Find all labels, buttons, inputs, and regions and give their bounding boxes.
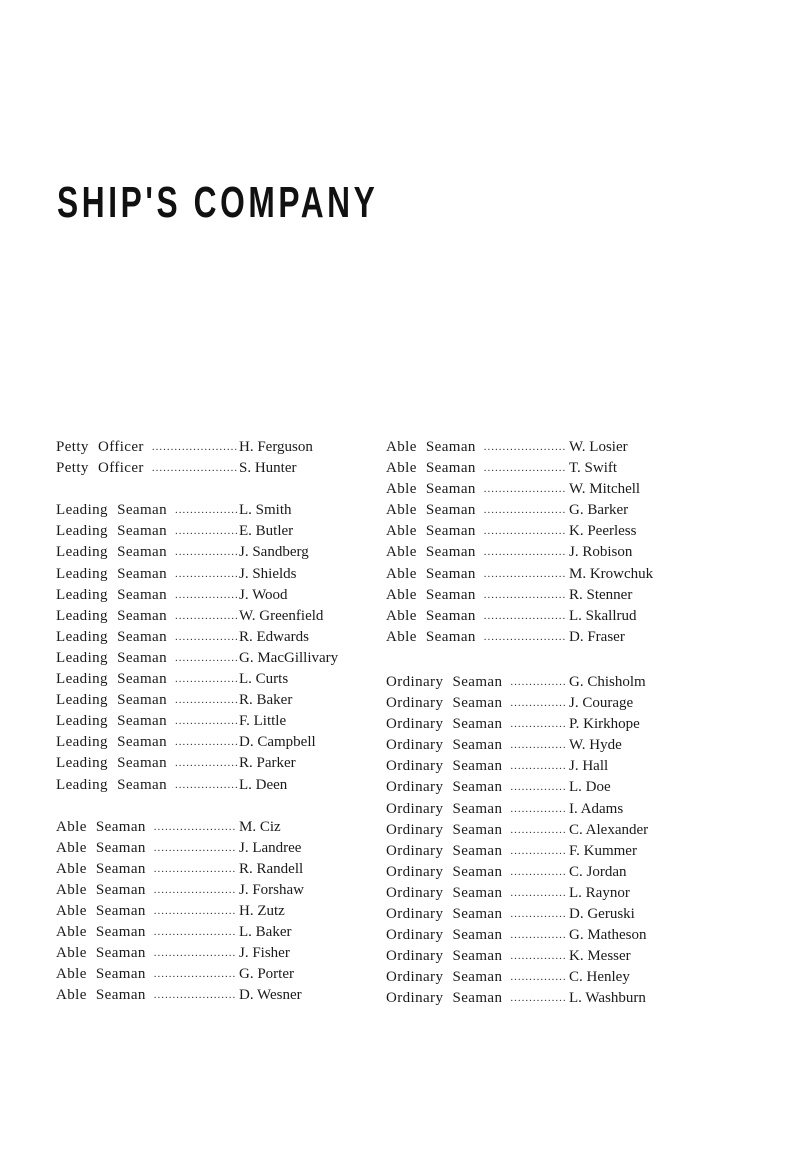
rank-label: Ordinary Seaman <box>386 842 503 859</box>
crew-name: J. Wood <box>239 586 288 603</box>
crew-name: R. Randell <box>239 860 304 877</box>
roster-entry <box>386 756 686 777</box>
rank-label: Able Seaman <box>56 818 146 835</box>
roster-entry <box>386 672 686 693</box>
rank-label: Able Seaman <box>56 966 146 983</box>
crew-name: C. Alexander <box>569 821 649 838</box>
dot-leader <box>484 521 567 542</box>
roster-entry <box>56 458 356 479</box>
roster-entry <box>56 753 356 774</box>
crew-name: F. Little <box>239 713 287 730</box>
dot-leader <box>510 862 567 883</box>
crew-name: G. Barker <box>569 502 629 519</box>
dot-leader <box>510 883 567 904</box>
roster-column-right <box>386 437 686 1009</box>
rank-label: Able Seaman <box>386 607 476 624</box>
section-gap <box>56 796 356 817</box>
crew-name: J. Shields <box>239 565 297 582</box>
crew-name: J. Sandberg <box>239 544 309 561</box>
roster-entry <box>386 500 686 521</box>
crew-name: T. Swift <box>569 460 618 477</box>
roster-entry <box>386 458 686 479</box>
rank-label: Ordinary Seaman <box>386 800 503 817</box>
rank-label: Able Seaman <box>386 628 476 645</box>
dot-leader <box>175 500 237 521</box>
roster-entry <box>386 479 686 500</box>
crew-name: L. Washburn <box>569 990 646 1007</box>
dot-leader <box>175 627 237 648</box>
rank-label: Able Seaman <box>386 502 476 519</box>
crew-name: L. Deen <box>239 776 288 793</box>
rank-label: Able Seaman <box>56 945 146 962</box>
rank-label: Leading Seaman <box>56 692 167 709</box>
rank-label: Able Seaman <box>56 903 146 920</box>
dot-leader <box>154 880 237 901</box>
rank-label: Ordinary Seaman <box>386 821 503 838</box>
crew-name: D. Wesner <box>239 987 302 1004</box>
roster-entry <box>56 669 356 690</box>
dot-leader <box>154 943 237 964</box>
roster-entry <box>56 838 356 859</box>
crew-name: R. Baker <box>239 692 293 709</box>
roster-entry <box>56 985 356 1006</box>
dot-leader <box>510 820 567 841</box>
crew-name: G. Chisholm <box>569 673 646 690</box>
dot-leader <box>175 669 237 690</box>
dot-leader <box>510 714 567 735</box>
rank-label: Leading Seaman <box>56 502 167 519</box>
roster-entry <box>386 735 686 756</box>
rank-label: Leading Seaman <box>56 671 167 688</box>
dot-leader <box>152 437 237 458</box>
rank-label: Leading Seaman <box>56 755 167 772</box>
crew-name: J. Fisher <box>239 945 290 962</box>
rank-label: Leading Seaman <box>56 649 167 666</box>
crew-name: L. Baker <box>239 924 292 941</box>
roster-entry <box>386 606 686 627</box>
crew-name: W. Mitchell <box>569 481 641 498</box>
dot-leader <box>510 735 567 756</box>
roster-entry <box>386 820 686 841</box>
dot-leader <box>154 964 237 985</box>
dot-leader <box>510 756 567 777</box>
rank-label: Ordinary Seaman <box>386 884 503 901</box>
crew-name: W. Losier <box>569 439 628 455</box>
crew-name: W. Greenfield <box>239 607 324 624</box>
roster-entry <box>56 606 356 627</box>
crew-name: D. Campbell <box>239 734 316 751</box>
rank-label: Petty Officer <box>56 460 144 477</box>
dot-leader <box>154 859 237 880</box>
roster-entry <box>56 901 356 922</box>
crew-name: R. Parker <box>239 755 296 772</box>
crew-name: L. Raynor <box>569 884 630 901</box>
roster-entry <box>56 690 356 711</box>
dot-leader <box>175 732 237 753</box>
crew-name: S. Hunter <box>239 460 297 477</box>
dot-leader <box>175 542 237 563</box>
dot-leader <box>175 648 237 669</box>
rank-label: Leading Seaman <box>56 776 167 793</box>
crew-name: G. Porter <box>239 966 294 983</box>
dot-leader <box>175 606 237 627</box>
rank-label: Leading Seaman <box>56 713 167 730</box>
dot-leader <box>154 922 237 943</box>
dot-leader <box>510 777 567 798</box>
roster-entry <box>386 693 686 714</box>
crew-name: J. Courage <box>569 695 634 712</box>
roster-entry <box>56 922 356 943</box>
dot-leader <box>484 458 567 479</box>
dot-leader <box>154 817 237 838</box>
rank-label: Able Seaman <box>386 565 476 582</box>
roster-entry <box>386 925 686 946</box>
rank-label: Ordinary Seaman <box>386 716 503 733</box>
dot-leader <box>175 753 237 774</box>
crew-name: H. Zutz <box>239 903 285 920</box>
dot-leader <box>510 925 567 946</box>
section-gap <box>56 479 356 500</box>
roster-entry <box>56 564 356 585</box>
crew-name: J. Forshaw <box>239 881 305 898</box>
roster-entry <box>56 627 356 648</box>
crew-name: J. Landree <box>239 839 302 856</box>
roster-entry <box>56 817 356 838</box>
roster-entry <box>386 841 686 862</box>
dot-leader <box>510 967 567 988</box>
dot-leader <box>484 542 567 563</box>
crew-name: E. Butler <box>239 523 294 540</box>
rank-label: Ordinary Seaman <box>386 779 503 796</box>
roster-entry <box>386 437 686 458</box>
dot-leader <box>152 458 237 479</box>
crew-name: C. Jordan <box>569 863 627 880</box>
roster-entry <box>56 859 356 880</box>
dot-leader <box>484 564 567 585</box>
roster-entry <box>56 521 356 542</box>
crew-name: R. Stenner <box>569 586 633 603</box>
crew-name: H. Ferguson <box>239 439 313 455</box>
crew-name: D. Geruski <box>569 905 635 922</box>
dot-leader <box>175 690 237 711</box>
crew-name: R. Edwards <box>239 628 309 645</box>
dot-leader <box>154 838 237 859</box>
roster-entry <box>56 711 356 732</box>
rank-label: Leading Seaman <box>56 544 167 561</box>
dot-leader <box>510 946 567 967</box>
dot-leader <box>510 988 567 1009</box>
dot-leader <box>175 521 237 542</box>
dot-leader <box>510 672 567 693</box>
rank-label: Able Seaman <box>386 439 476 455</box>
roster-entry <box>56 943 356 964</box>
dot-leader <box>154 985 237 1006</box>
crew-name: J. Hall <box>569 758 609 775</box>
crew-name: M. Ciz <box>239 818 281 835</box>
roster-entry <box>386 862 686 883</box>
dot-leader <box>484 500 567 521</box>
roster-entry <box>386 585 686 606</box>
dot-leader <box>484 606 567 627</box>
rank-label: Able Seaman <box>386 460 476 477</box>
rank-label: Able Seaman <box>386 544 476 561</box>
rank-label: Able Seaman <box>56 987 146 1004</box>
rank-label: Leading Seaman <box>56 523 167 540</box>
dot-leader <box>510 693 567 714</box>
dot-leader <box>484 585 567 606</box>
rank-label: Able Seaman <box>56 924 146 941</box>
roster-entry <box>56 585 356 606</box>
roster-entry <box>386 777 686 798</box>
rank-label: Able Seaman <box>386 481 476 498</box>
crew-name: G. MacGillivary <box>239 649 339 666</box>
crew-name: L. Curts <box>239 671 289 688</box>
page-title: SHIP'S COMPANY <box>57 178 379 227</box>
crew-name: I. Adams <box>569 800 624 817</box>
rank-label: Ordinary Seaman <box>386 990 503 1007</box>
dot-leader <box>154 901 237 922</box>
dot-leader <box>510 841 567 862</box>
rank-label: Ordinary Seaman <box>386 905 503 922</box>
rank-label: Ordinary Seaman <box>386 969 503 986</box>
rank-label: Able Seaman <box>56 839 146 856</box>
crew-name: F. Kummer <box>569 842 637 859</box>
dot-leader <box>175 585 237 606</box>
rank-label: Able Seaman <box>386 523 476 540</box>
crew-name: K. Peerless <box>569 523 637 540</box>
rank-label: Ordinary Seaman <box>386 758 503 775</box>
crew-name: L. Smith <box>239 502 292 519</box>
roster-entry <box>386 714 686 735</box>
roster-entry <box>56 648 356 669</box>
crew-name: W. Hyde <box>569 737 622 754</box>
rank-label: Petty Officer <box>56 439 144 455</box>
roster-entry <box>56 500 356 521</box>
rank-label: Ordinary Seaman <box>386 927 503 944</box>
roster-entry <box>386 627 686 648</box>
dot-leader <box>175 564 237 585</box>
dot-leader <box>510 904 567 925</box>
roster-entry <box>386 946 686 967</box>
roster-entry <box>56 437 356 458</box>
rank-label: Leading Seaman <box>56 628 167 645</box>
roster-entry <box>56 542 356 563</box>
rank-label: Ordinary Seaman <box>386 737 503 754</box>
roster-entry <box>386 564 686 585</box>
roster-entry <box>56 880 356 901</box>
crew-name: D. Fraser <box>569 628 625 645</box>
crew-name: L. Doe <box>569 779 611 796</box>
rank-label: Able Seaman <box>386 586 476 603</box>
roster-column-left <box>56 437 356 1007</box>
rank-label: Leading Seaman <box>56 565 167 582</box>
crew-name: L. Skallrud <box>569 607 637 624</box>
roster-entry <box>386 799 686 820</box>
roster-entry <box>386 904 686 925</box>
rank-label: Ordinary Seaman <box>386 948 503 965</box>
section-gap <box>386 648 686 672</box>
roster-entry <box>386 542 686 563</box>
roster-entry <box>56 732 356 753</box>
dot-leader <box>484 479 567 500</box>
rank-label: Leading Seaman <box>56 586 167 603</box>
dot-leader <box>484 627 567 648</box>
roster-entry <box>386 988 686 1009</box>
rank-label: Ordinary Seaman <box>386 673 503 690</box>
crew-name: G. Matheson <box>569 927 647 944</box>
rank-label: Able Seaman <box>56 860 146 877</box>
dot-leader <box>510 799 567 820</box>
crew-name: C. Henley <box>569 969 630 986</box>
roster-entry <box>56 964 356 985</box>
roster-entry <box>386 883 686 904</box>
rank-label: Ordinary Seaman <box>386 863 503 880</box>
crew-name: M. Krowchuk <box>569 565 654 582</box>
rank-label: Ordinary Seaman <box>386 695 503 712</box>
rank-label: Leading Seaman <box>56 607 167 624</box>
roster-entry <box>56 775 356 796</box>
rank-label: Leading Seaman <box>56 734 167 751</box>
rank-label: Able Seaman <box>56 881 146 898</box>
dot-leader <box>484 437 567 458</box>
dot-leader <box>175 711 237 732</box>
crew-name: P. Kirkhope <box>569 716 640 733</box>
roster-entry <box>386 967 686 988</box>
crew-name: K. Messer <box>569 948 631 965</box>
crew-name: J. Robison <box>569 544 633 561</box>
dot-leader <box>175 775 237 796</box>
roster-entry <box>386 521 686 542</box>
